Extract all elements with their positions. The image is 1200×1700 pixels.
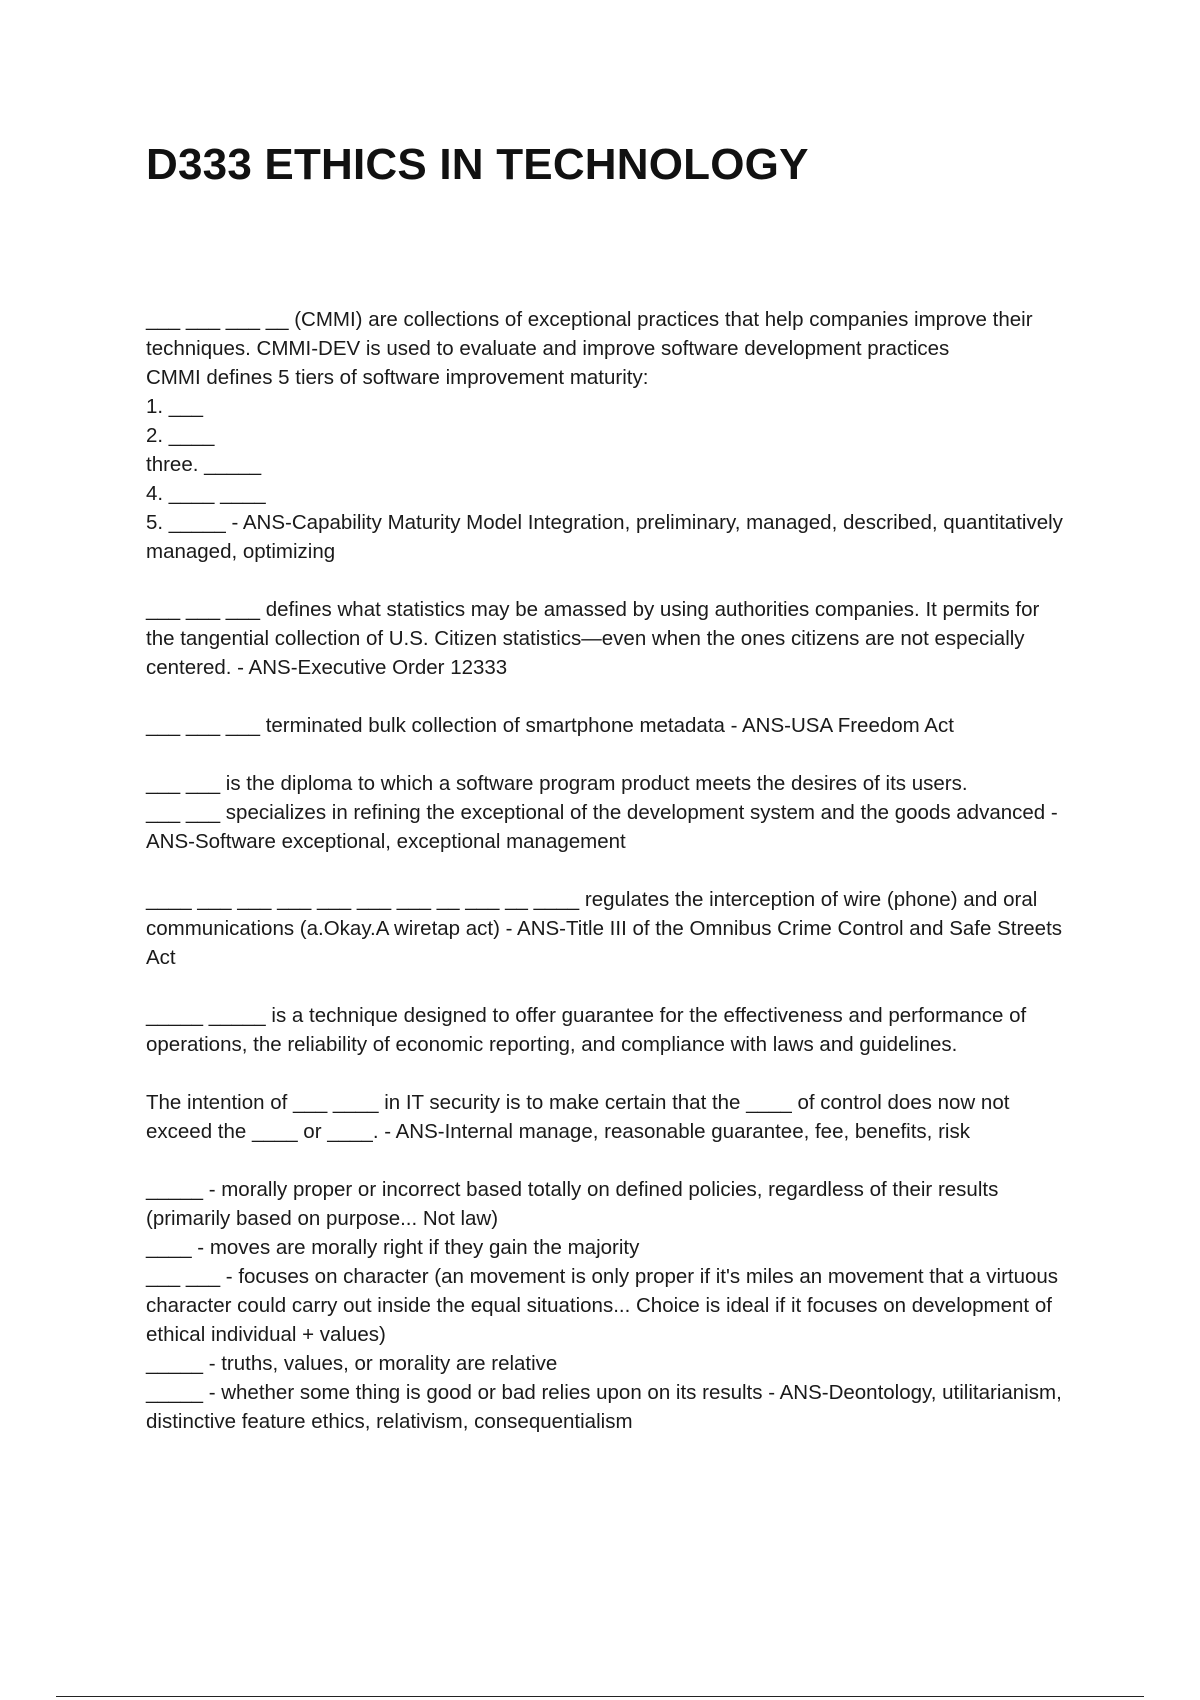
question-block-software-quality	[146, 769, 1066, 856]
list-item: 2. ____	[146, 424, 215, 447]
text-line: ____ - moves are morally right if they gain the majority	[146, 1236, 640, 1259]
text-line: The intention of ___ ____ in IT security is to make certain that the ____ of control does now not exceed the ____ or ____. - ANS-Internal manage, reasonable guarantee, fee, benefits, risk	[146, 1091, 1010, 1143]
text-line: _____ - whether some thing is good or bad relies upon on its results - ANS-Deontology, utilitarianism, distinctive feature ethics, relativism, consequentialism	[146, 1381, 1062, 1433]
text-line: _____ _____ is a technique designed to offer guarantee for the effectiveness and performance of operations, the reliability of economic reporting, and compliance with laws and guidelines.	[146, 1004, 1027, 1056]
text-line: ___ ___ - focuses on character (an movement is only proper if it's miles an movement that a virtuous character could carry out inside the equal situations... Choice is ideal if it focuses on development of ethical individual + values)	[146, 1265, 1059, 1346]
footer-divider	[56, 1696, 1144, 1697]
list-item: 1. ___	[146, 395, 203, 418]
text-line: ___ ___ ___ defines what statistics may be amassed by using authorities companies. It permits for the tangential collection of U.S. Citizen statistics—even when the ones citizens are not especially centered. - ANS-Executive Order 12333	[146, 598, 1040, 679]
question-block-internal-control	[146, 1001, 1066, 1059]
text-line: ___ ___ is the diploma to which a software program product meets the desires of its users.	[146, 772, 968, 795]
text-line: ___ ___ specializes in refining the exceptional of the development system and the goods advanced - ANS-Software exceptional, exceptional management	[146, 801, 1058, 853]
text-line: _____ - truths, values, or morality are relative	[146, 1352, 558, 1375]
page-title: D333 ETHICS IN TECHNOLOGY	[146, 140, 809, 189]
question-block-ethical-theories	[146, 1175, 1066, 1436]
text-line: ___ ___ ___ terminated bulk collection of smartphone metadata - ANS-USA Freedom Act	[146, 714, 954, 737]
list-item: three. _____	[146, 453, 262, 476]
question-block-title-iii	[146, 885, 1066, 972]
question-block-cmmi	[146, 305, 1066, 566]
text-line: ____ ___ ___ ___ ___ ___ ___ __ ___ __ ____ regulates the interception of wire (phone) and oral communications (a.Okay.A wiretap act) - ANS-Title III of the Omnibus Crime Control and Safe Streets Act	[146, 888, 1063, 969]
question-block-it-security	[146, 1088, 1066, 1146]
question-block-freedom-act	[146, 711, 1066, 740]
text-line: CMMI defines 5 tiers of software improvement maturity:	[146, 366, 649, 389]
text-line: ___ ___ ___ __ (CMMI) are collections of exceptional practices that help companies improve their techniques. CMMI-DEV is used to evaluate and improve software development practices	[146, 308, 1033, 360]
text-line: _____ - morally proper or incorrect based totally on defined policies, regardless of their results (primarily based on purpose... Not law)	[146, 1178, 999, 1230]
question-block-eo12333	[146, 595, 1066, 682]
list-item: 5. _____ - ANS-Capability Maturity Model Integration, preliminary, managed, described, quantitatively managed, optimizing	[146, 511, 1063, 563]
document-body	[146, 305, 1066, 1465]
list-item: 4. ____ ____	[146, 482, 266, 505]
